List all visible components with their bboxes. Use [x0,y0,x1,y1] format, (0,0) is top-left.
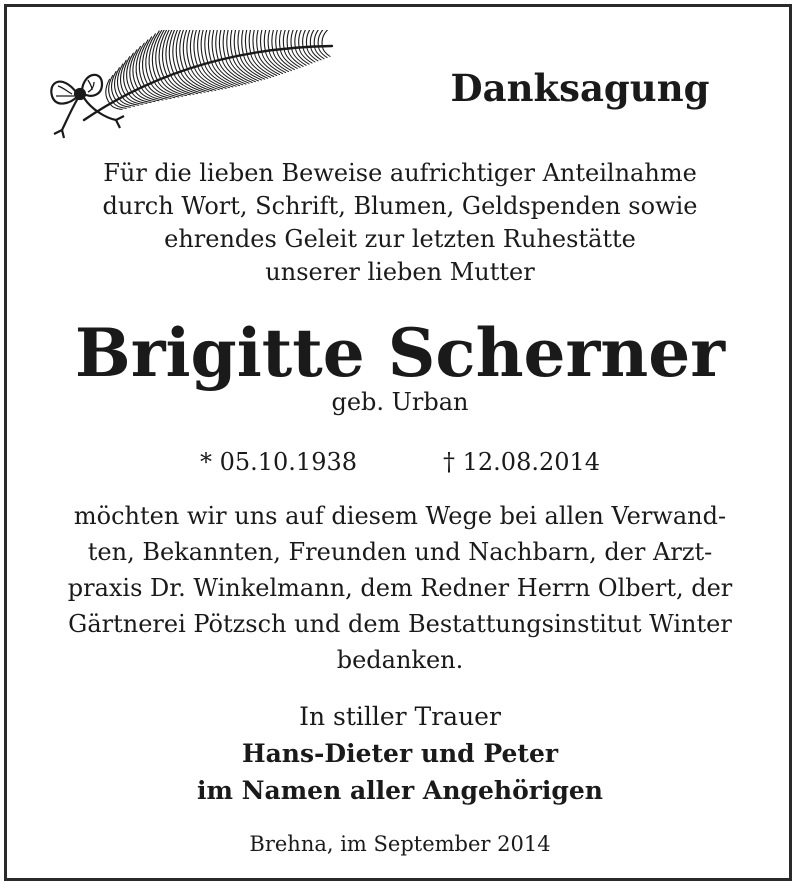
intro-text [0,157,800,289]
intro-line: Für die lieben Beweise aufrichtiger Anteilnahme [103,159,697,187]
intro-line: durch Wort, Schrift, Blumen, Geldspenden sowie [102,192,698,220]
birth-date: * 05.10.1938 [199,448,357,476]
thanks-line: möchten wir uns auf diesem Wege bei allen Verwand- [73,502,727,530]
life-dates [0,446,800,478]
mourning-intro: In stiller Trauer [299,702,501,731]
palm-frond-with-bow-icon [40,30,340,145]
frond-leaflet [322,30,333,46]
place-and-date: Brehna, im September 2014 [249,832,551,856]
mourners-names: Hans-Dieter und Peter [241,739,559,768]
deceased-name: Brigitte Scherner [74,314,726,392]
death-date: † 12.08.2014 [443,448,601,476]
thanks-line: Gärtnerei Pötzsch und dem Bestattungsinstitut Winter [68,610,732,638]
thanks-line: praxis Dr. Winkelmann, dem Redner Herrn Olbert, der [67,574,733,602]
mourners-subline: im Namen aller Angehörigen [197,776,603,805]
maiden-name: geb. Urban [331,388,469,416]
notice-title: Danksagung [450,66,710,110]
intro-line: unserer lieben Mutter [265,258,535,286]
thanks-text [0,498,800,678]
frond-leaflet [311,47,321,60]
intro-line: ehrendes Geleit zur letzten Ruhestätte [164,225,636,253]
frond-leaflet [303,47,315,62]
thanks-line: bedanken. [336,646,464,674]
thanks-line: ten, Bekannten, Freunden und Nachbarn, der Arzt- [87,538,713,566]
mourning-signature [0,698,800,809]
frond-leaflet [307,47,318,61]
frond-leaflet [318,30,330,46]
frond-leaflet [299,47,312,63]
